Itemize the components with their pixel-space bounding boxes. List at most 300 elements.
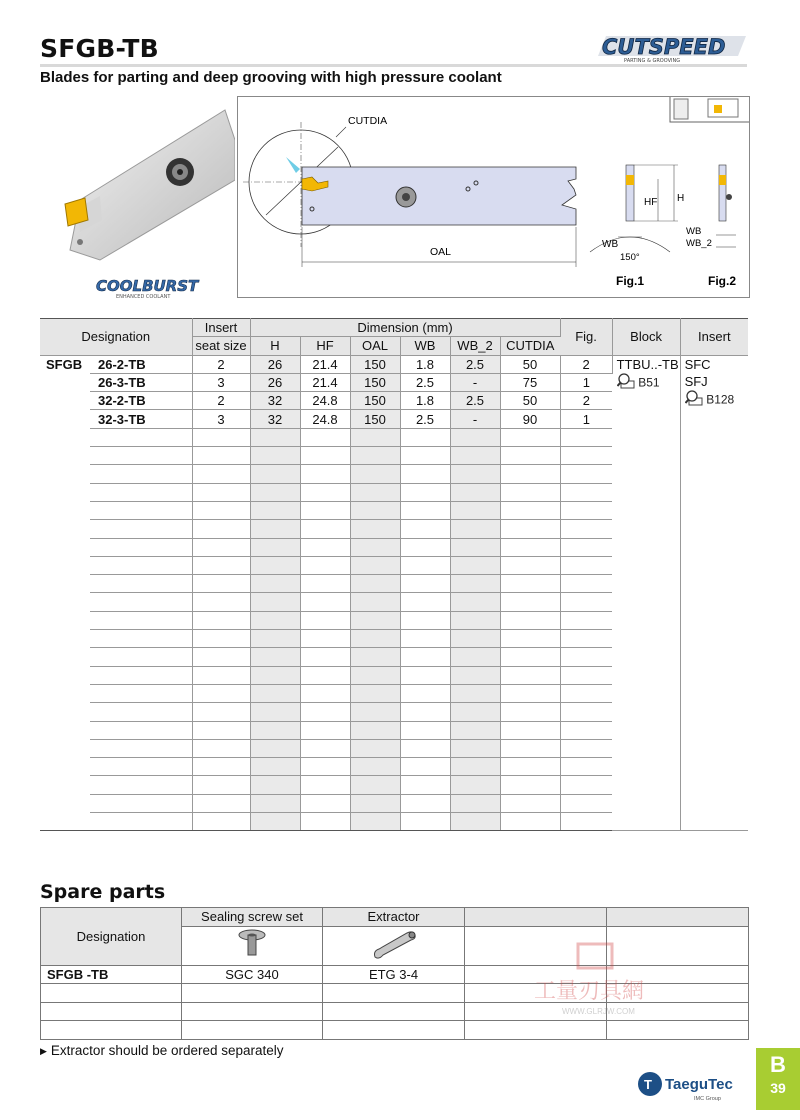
dim-cell-wb2 — [450, 630, 500, 648]
dim-cell-cutdia — [500, 630, 560, 648]
insert-ref[interactable] — [685, 390, 749, 410]
fig-cell — [560, 721, 612, 739]
dim-cell-hf — [300, 428, 350, 446]
seat-size-cell — [192, 776, 250, 794]
dim-cell-hf — [300, 648, 350, 666]
dim-cell-wb2: - — [450, 410, 500, 428]
seat-size-cell — [192, 703, 250, 721]
fig-cell — [560, 501, 612, 519]
insert-header: Insert — [680, 319, 748, 356]
fig-cell — [560, 465, 612, 483]
seat-size-cell — [192, 813, 250, 831]
cutspeed-logo-tag: PARTING & GROOVING — [624, 58, 681, 64]
dim-cell-h — [250, 684, 300, 702]
dim-cell-hf — [300, 593, 350, 611]
dim-cell-hf — [300, 813, 350, 831]
dim-cell-wb — [400, 465, 450, 483]
dim-cell-wb — [400, 428, 450, 446]
family-cell — [40, 703, 90, 721]
designation-cell — [90, 483, 192, 501]
dim-header-wb: WB — [400, 337, 450, 355]
spare-sealing-screw-set-cell — [182, 984, 323, 1003]
dim-cell-wb2 — [450, 739, 500, 757]
dim-cell-wb — [400, 556, 450, 574]
page-number: 39 — [770, 1080, 786, 1096]
designation-header: Designation — [40, 319, 192, 356]
hf-label: HF — [644, 197, 658, 208]
sealing-screw-header: Sealing screw set — [182, 908, 323, 927]
fig2-label: Fig.2 — [708, 274, 737, 288]
dim-header-oal: OAL — [350, 337, 400, 355]
watermark-url: WWW.GLRJW.COM — [562, 1007, 635, 1016]
dim-cell-wb2 — [450, 666, 500, 684]
dim-cell-wb2 — [450, 721, 500, 739]
family-label: SFGB — [46, 356, 83, 372]
insert-seat-header-l2: seat size — [192, 337, 250, 355]
family-cell — [40, 575, 90, 593]
dim-cell-h — [250, 447, 300, 465]
dim-cell-wb2 — [450, 428, 500, 446]
family-cell — [40, 428, 90, 446]
dim-header-wb2: WB_2 — [450, 337, 500, 355]
dim-cell-cutdia: 90 — [500, 410, 560, 428]
spare-designation-cell: SFGB -TB — [41, 965, 182, 984]
dim-cell-cutdia — [500, 465, 560, 483]
dim-cell-h — [250, 721, 300, 739]
designation-cell — [90, 465, 192, 483]
wb2-top-label: WB — [686, 226, 702, 237]
dim-cell-h — [250, 465, 300, 483]
dim-cell-h — [250, 794, 300, 812]
screw-icon — [232, 927, 272, 961]
family-cell — [40, 813, 90, 831]
page-title: SFGB-TB — [40, 34, 159, 63]
designation-cell — [90, 447, 192, 465]
fig-cell — [560, 684, 612, 702]
designation-cell — [90, 538, 192, 556]
dim-cell-oal — [350, 465, 400, 483]
designation-cell — [90, 794, 192, 812]
table-row — [40, 355, 748, 373]
dim-cell-wb — [400, 703, 450, 721]
dim-cell-oal — [350, 483, 400, 501]
dim-cell-cutdia — [500, 721, 560, 739]
wb-label: WB — [602, 239, 619, 250]
product-table — [40, 318, 748, 831]
dim-cell-cutdia — [500, 593, 560, 611]
family-cell — [40, 794, 90, 812]
seat-size-cell — [192, 721, 250, 739]
dim-cell-wb2 — [450, 465, 500, 483]
dim-cell-wb — [400, 776, 450, 794]
dim-cell-cutdia — [500, 703, 560, 721]
insert-line2: SFJ — [684, 373, 708, 389]
seat-size-cell: 3 — [192, 410, 250, 428]
designation-cell — [90, 428, 192, 446]
fig-cell — [560, 739, 612, 757]
designation-cell — [90, 593, 192, 611]
dim-cell-hf — [300, 483, 350, 501]
dim-header-hf: HF — [300, 337, 350, 355]
dim-cell-cutdia: 50 — [500, 392, 560, 410]
dim-cell-h — [250, 758, 300, 776]
seat-size-cell: 3 — [192, 373, 250, 391]
spare-sealing-screw-set-cell: SGC 340 — [182, 965, 323, 984]
dim-cell-wb2 — [450, 483, 500, 501]
fig-cell — [560, 611, 612, 629]
family-cell — [40, 556, 90, 574]
cutspeed-logo — [596, 32, 748, 64]
technical-drawing — [237, 96, 750, 298]
coolburst-logo — [94, 276, 234, 300]
dim-cell-hf — [300, 556, 350, 574]
dim-cell-oal — [350, 648, 400, 666]
fig-cell — [560, 666, 612, 684]
dim-cell-wb2 — [450, 703, 500, 721]
dim-cell-hf — [300, 739, 350, 757]
dim-cell-hf — [300, 520, 350, 538]
page-subtitle: Blades for parting and deep grooving with high pressure coolant — [40, 69, 502, 86]
dim-cell-wb2 — [450, 501, 500, 519]
extractor-note-text: Extractor should be ordered separately — [50, 1043, 284, 1058]
designation-cell — [90, 575, 192, 593]
dim-cell-hf — [300, 666, 350, 684]
dim-cell-h — [250, 813, 300, 831]
family-cell — [40, 483, 90, 501]
dim-cell-oal — [350, 556, 400, 574]
dim-cell-oal — [350, 611, 400, 629]
brand-name: TaeguTec — [665, 1076, 733, 1093]
spare-empty-header — [607, 908, 749, 927]
dim-cell-cutdia — [500, 538, 560, 556]
seat-size-cell — [192, 556, 250, 574]
dim-cell-h — [250, 575, 300, 593]
dim-cell-wb — [400, 483, 450, 501]
block-cell — [612, 355, 680, 831]
seat-size-cell — [192, 501, 250, 519]
designation-cell: 32-2-TB — [90, 392, 192, 410]
family-cell — [40, 410, 90, 428]
insert-ref-text: B128 — [706, 392, 735, 407]
dim-cell-wb — [400, 501, 450, 519]
fig-cell — [560, 483, 612, 501]
dim-cell-cutdia — [500, 794, 560, 812]
dim-cell-hf: 24.8 — [300, 392, 350, 410]
brand-tag: IMC Group — [694, 1096, 721, 1102]
cutdia-label: CUTDIA — [348, 115, 388, 127]
family-cell — [40, 520, 90, 538]
dim-cell-oal — [350, 739, 400, 757]
dim-cell-wb2: - — [450, 373, 500, 391]
dim-cell-wb — [400, 648, 450, 666]
dim-cell-h: 32 — [250, 392, 300, 410]
dim-cell-wb — [400, 538, 450, 556]
dim-cell-h — [250, 428, 300, 446]
fig-cell — [560, 428, 612, 446]
spare-designation-cell — [41, 1021, 182, 1040]
dim-cell-oal — [350, 703, 400, 721]
magnifier-icon — [685, 390, 703, 410]
dim-cell-wb2 — [450, 776, 500, 794]
dimension-header: Dimension (mm) — [250, 319, 560, 337]
dim-cell-oal — [350, 758, 400, 776]
spare-extractor-cell — [323, 1002, 465, 1021]
dim-cell-h — [250, 611, 300, 629]
dim-header-cutdia: CUTDIA — [500, 337, 560, 355]
fig-cell: 2 — [560, 355, 612, 373]
seat-size-cell — [192, 611, 250, 629]
page-tab — [756, 1048, 800, 1110]
dim-cell-wb2 — [450, 520, 500, 538]
dim-cell-h — [250, 483, 300, 501]
dim-cell-h — [250, 593, 300, 611]
fig-cell: 2 — [560, 392, 612, 410]
fig-cell — [560, 538, 612, 556]
dim-cell-wb — [400, 813, 450, 831]
dim-cell-h — [250, 501, 300, 519]
dim-cell-wb2 — [450, 447, 500, 465]
dim-cell-h — [250, 666, 300, 684]
dim-cell-oal — [350, 501, 400, 519]
dim-cell-oal — [350, 630, 400, 648]
seat-size-cell — [192, 483, 250, 501]
dim-cell-oal — [350, 447, 400, 465]
designation-cell — [90, 520, 192, 538]
fig-cell — [560, 447, 612, 465]
dim-cell-wb2: 2.5 — [450, 355, 500, 373]
insert-cell — [680, 355, 748, 831]
dim-cell-wb — [400, 739, 450, 757]
dim-cell-wb2 — [450, 593, 500, 611]
dim-cell-wb2 — [450, 575, 500, 593]
angle-label: 150° — [620, 252, 640, 263]
dim-cell-wb2 — [450, 794, 500, 812]
family-cell — [40, 648, 90, 666]
extractor-picture — [323, 926, 465, 965]
fig-cell — [560, 556, 612, 574]
dim-cell-h: 26 — [250, 373, 300, 391]
seat-size-cell — [192, 575, 250, 593]
dim-cell-wb2 — [450, 611, 500, 629]
fig-cell — [560, 648, 612, 666]
fig-cell — [560, 575, 612, 593]
seat-size-cell — [192, 794, 250, 812]
spare-extractor-cell: ETG 3-4 — [323, 965, 465, 984]
designation-cell: 26-3-TB — [90, 373, 192, 391]
family-cell — [40, 465, 90, 483]
designation-cell: 26-2-TB — [90, 355, 192, 373]
page-letter: B — [770, 1052, 786, 1077]
taegutec-logo — [636, 1068, 746, 1104]
dim-cell-h: 32 — [250, 410, 300, 428]
dim-cell-hf — [300, 447, 350, 465]
dim-cell-wb2 — [450, 758, 500, 776]
extractor-header: Extractor — [323, 908, 465, 927]
fig1-label: Fig.1 — [616, 274, 645, 288]
dim-cell-hf: 24.8 — [300, 410, 350, 428]
dim-cell-wb: 1.8 — [400, 355, 450, 373]
dim-cell-h — [250, 776, 300, 794]
seat-size-cell: 2 — [192, 355, 250, 373]
dim-cell-h — [250, 538, 300, 556]
dim-header-h: H — [250, 337, 300, 355]
oal-label: OAL — [430, 246, 452, 258]
dim-cell-cutdia — [500, 556, 560, 574]
dim-cell-oal — [350, 684, 400, 702]
dim-cell-oal: 150 — [350, 373, 400, 391]
coolburst-logo-text: COOLBURST — [96, 277, 199, 295]
dim-cell-cutdia — [500, 739, 560, 757]
block-name: TTBU..-TB — [616, 356, 679, 372]
dim-cell-wb2 — [450, 648, 500, 666]
fig-cell — [560, 758, 612, 776]
designation-cell — [90, 611, 192, 629]
dim-cell-wb — [400, 630, 450, 648]
dim-cell-hf: 21.4 — [300, 355, 350, 373]
spare-empty-cell — [607, 1021, 749, 1040]
designation-cell — [90, 630, 192, 648]
spare-extractor-cell — [323, 1021, 465, 1040]
dim-cell-cutdia: 75 — [500, 373, 560, 391]
title-divider — [40, 64, 747, 67]
dim-cell-wb — [400, 593, 450, 611]
dim-cell-wb — [400, 794, 450, 812]
dim-cell-hf — [300, 538, 350, 556]
dim-cell-oal — [350, 593, 400, 611]
seat-size-cell — [192, 465, 250, 483]
dim-cell-h — [250, 630, 300, 648]
dim-cell-oal — [350, 666, 400, 684]
empty-table-row — [41, 1021, 749, 1040]
seat-size-cell — [192, 538, 250, 556]
insert-seat-header-l1: Insert — [192, 319, 250, 337]
family-cell — [40, 684, 90, 702]
fig-cell — [560, 703, 612, 721]
dim-cell-cutdia — [500, 501, 560, 519]
fig-cell — [560, 794, 612, 812]
family-cell — [40, 739, 90, 757]
block-ref-text: B51 — [638, 375, 660, 390]
seat-size-cell — [192, 630, 250, 648]
dim-cell-hf — [300, 703, 350, 721]
dim-cell-cutdia — [500, 447, 560, 465]
dim-cell-hf: 21.4 — [300, 373, 350, 391]
dim-cell-h — [250, 739, 300, 757]
family-cell — [40, 776, 90, 794]
dim-cell-wb2 — [450, 684, 500, 702]
dim-cell-wb — [400, 721, 450, 739]
dim-cell-cutdia — [500, 666, 560, 684]
dim-cell-cutdia — [500, 520, 560, 538]
seat-size-cell — [192, 739, 250, 757]
fig-cell: 1 — [560, 410, 612, 428]
family-cell — [40, 611, 90, 629]
dim-cell-hf — [300, 794, 350, 812]
designation-cell — [90, 813, 192, 831]
dim-cell-oal — [350, 776, 400, 794]
dim-cell-oal — [350, 538, 400, 556]
dim-cell-wb — [400, 520, 450, 538]
sealing-screw-picture — [182, 926, 323, 965]
family-cell — [40, 373, 90, 391]
fig-header: Fig. — [560, 319, 612, 356]
designation-cell — [90, 739, 192, 757]
dim-cell-cutdia — [500, 813, 560, 831]
dim-cell-wb — [400, 611, 450, 629]
dim-cell-wb2 — [450, 556, 500, 574]
dim-cell-wb2 — [450, 538, 500, 556]
dim-cell-oal — [350, 575, 400, 593]
spare-designation-cell — [41, 1002, 182, 1021]
block-ref[interactable] — [617, 373, 680, 393]
family-cell — [40, 666, 90, 684]
dim-cell-oal — [350, 794, 400, 812]
spare-designation-header: Designation — [41, 908, 182, 966]
h-label: H — [677, 193, 685, 204]
bullet-triangle-icon: ▶ — [40, 1045, 47, 1056]
spare-empty-header — [465, 908, 607, 927]
spare-empty-cell — [465, 1021, 607, 1040]
dim-cell-cutdia — [500, 648, 560, 666]
dim-cell-hf — [300, 630, 350, 648]
family-cell — [40, 392, 90, 410]
dim-cell-cutdia — [500, 575, 560, 593]
fig-cell — [560, 630, 612, 648]
dim-cell-oal: 150 — [350, 410, 400, 428]
cutspeed-logo-text: CUTSPEED — [602, 35, 726, 59]
family-cell — [40, 721, 90, 739]
dim-cell-wb — [400, 684, 450, 702]
dim-cell-hf — [300, 465, 350, 483]
seat-size-cell: 2 — [192, 392, 250, 410]
designation-cell — [90, 648, 192, 666]
block-header: Block — [612, 319, 680, 356]
designation-cell — [90, 684, 192, 702]
extractor-icon — [369, 927, 419, 961]
dim-cell-h — [250, 520, 300, 538]
fig-cell: 1 — [560, 373, 612, 391]
designation-cell — [90, 776, 192, 794]
dim-cell-oal: 150 — [350, 392, 400, 410]
dim-cell-oal: 150 — [350, 355, 400, 373]
designation-cell — [90, 721, 192, 739]
dim-cell-h — [250, 648, 300, 666]
spare-sealing-screw-set-cell — [182, 1021, 323, 1040]
family-cell — [40, 630, 90, 648]
seat-size-cell — [192, 593, 250, 611]
spare-designation-cell — [41, 984, 182, 1003]
designation-cell: 32-3-TB — [90, 410, 192, 428]
dim-cell-h: 26 — [250, 355, 300, 373]
dim-cell-cutdia — [500, 483, 560, 501]
dim-cell-hf — [300, 758, 350, 776]
dim-cell-oal — [350, 428, 400, 446]
dim-cell-cutdia — [500, 758, 560, 776]
dim-cell-wb — [400, 447, 450, 465]
dim-cell-wb: 2.5 — [400, 410, 450, 428]
seat-size-cell — [192, 684, 250, 702]
designation-cell — [90, 758, 192, 776]
fig-cell — [560, 593, 612, 611]
fig-cell — [560, 813, 612, 831]
dim-cell-wb: 2.5 — [400, 373, 450, 391]
family-cell — [40, 501, 90, 519]
family-cell — [40, 593, 90, 611]
dim-cell-wb — [400, 666, 450, 684]
designation-cell — [90, 703, 192, 721]
designation-cell — [90, 666, 192, 684]
dim-cell-oal — [350, 813, 400, 831]
